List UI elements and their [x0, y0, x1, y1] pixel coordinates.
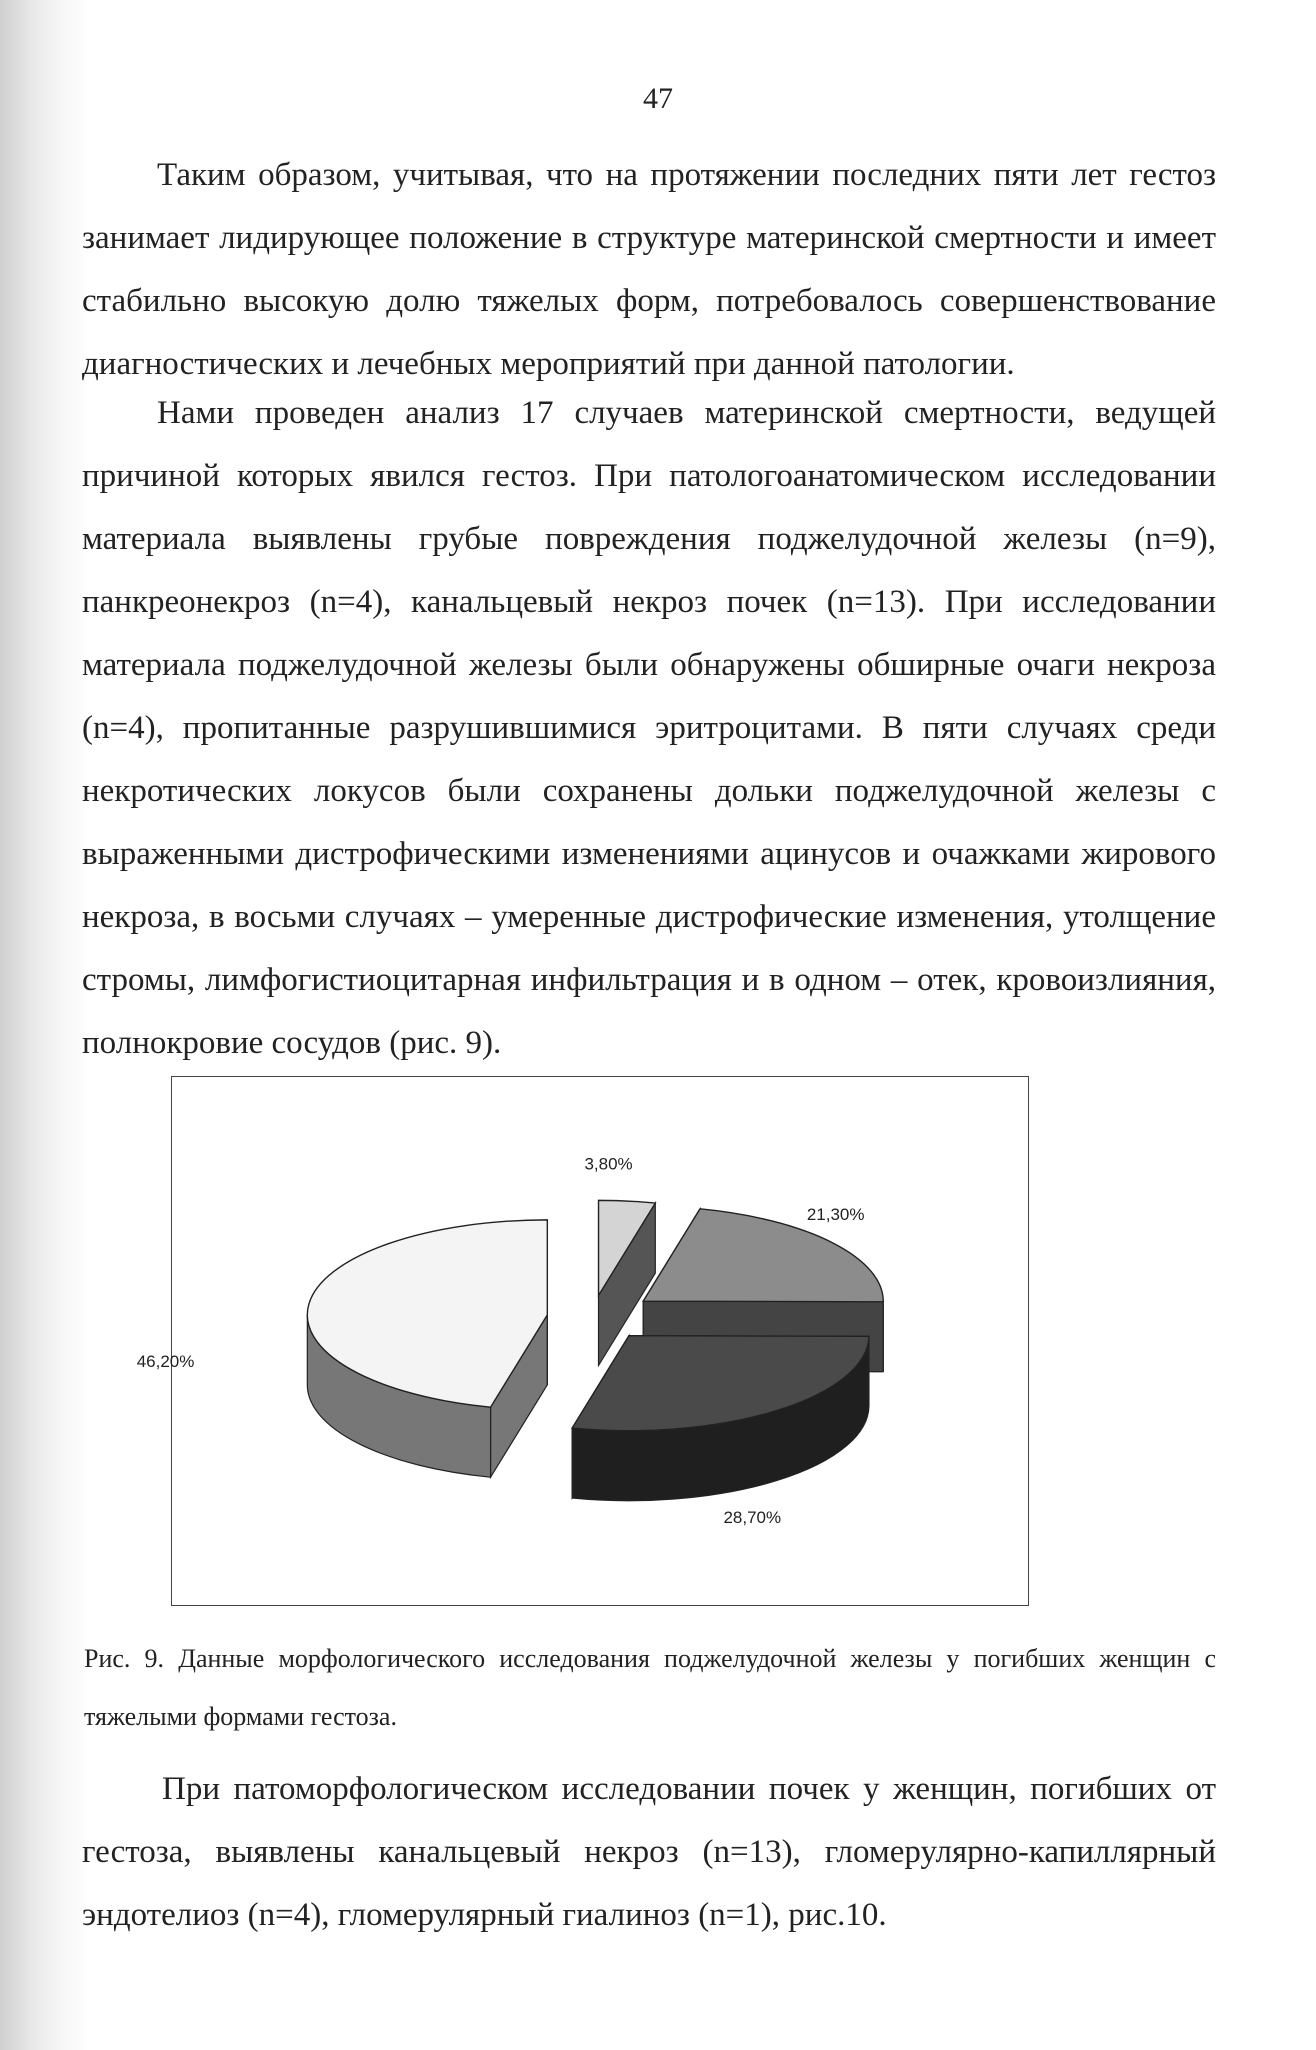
slice-label-3-80: 3,80% [584, 1154, 633, 1174]
paragraph-2: Нами проведен анализ 17 случаев материнской смертности, ведущей причиной которых явился гестоз. При патологоанатомическом исследовании материала выявлены грубые повреждения поджелудочной железы (n=9), панкреонекроз (n=4), канальцевый некроз почек (n=13). При исследовании материала поджелудочной железы были обнаружены обширные очаги некроза (n=4), пропитанные разрушившимися эритроцитами. В пяти случаях среди некротических локусов были сохранены дольки поджелудочной железы с выраженными дистрофическими изменениями ацинусов и очажками жирового некроза, в восьми случаях – умеренные дистрофические изменения, утолщение стромы, лимфогистиоцитарная инфильтрация и в одном – отек, кровоизлияния, полнокровие сосудов (рис. 9). [82, 395, 1216, 1061]
paragraph-3: При патоморфологическом исследовании почек у женщин, погибших от гестоза, выявлены канальцевый некроз (n=13), гломерулярно-капиллярный эндотелиоз (n=4), гломерулярный гиалиноз (n=1), рис.10. [82, 1771, 1216, 1933]
pie-slice-46-20 [307, 1220, 547, 1477]
figure-pie-chart [136, 1076, 1029, 1606]
slice-label-28-70: 28,70% [723, 1508, 782, 1528]
slice-label-46-20: 46,20% [136, 1351, 195, 1371]
pie-chart-svg [136, 1077, 1030, 1607]
scan-edge-shadow [0, 0, 90, 2050]
slice-label-21-30: 21,30% [806, 1205, 865, 1225]
page-number: 47 [643, 82, 673, 115]
pie-slice-28-70 [572, 1336, 869, 1501]
figure-caption: Рис. 9. Данные морфологического исследования поджелудочной железы у погибших женщин с тяжелыми формами гестоза. [84, 1644, 1216, 1731]
paragraph-1: Таким образом, учитывая, что на протяжении последних пяти лет гестоз занимает лидирующее положение в структуре материнской смертности и имеет стабильно высокую долю тяжелых форм, потребовалось совершенствование диагностических и лечебных мероприятий при данной патологии. [82, 157, 1216, 382]
